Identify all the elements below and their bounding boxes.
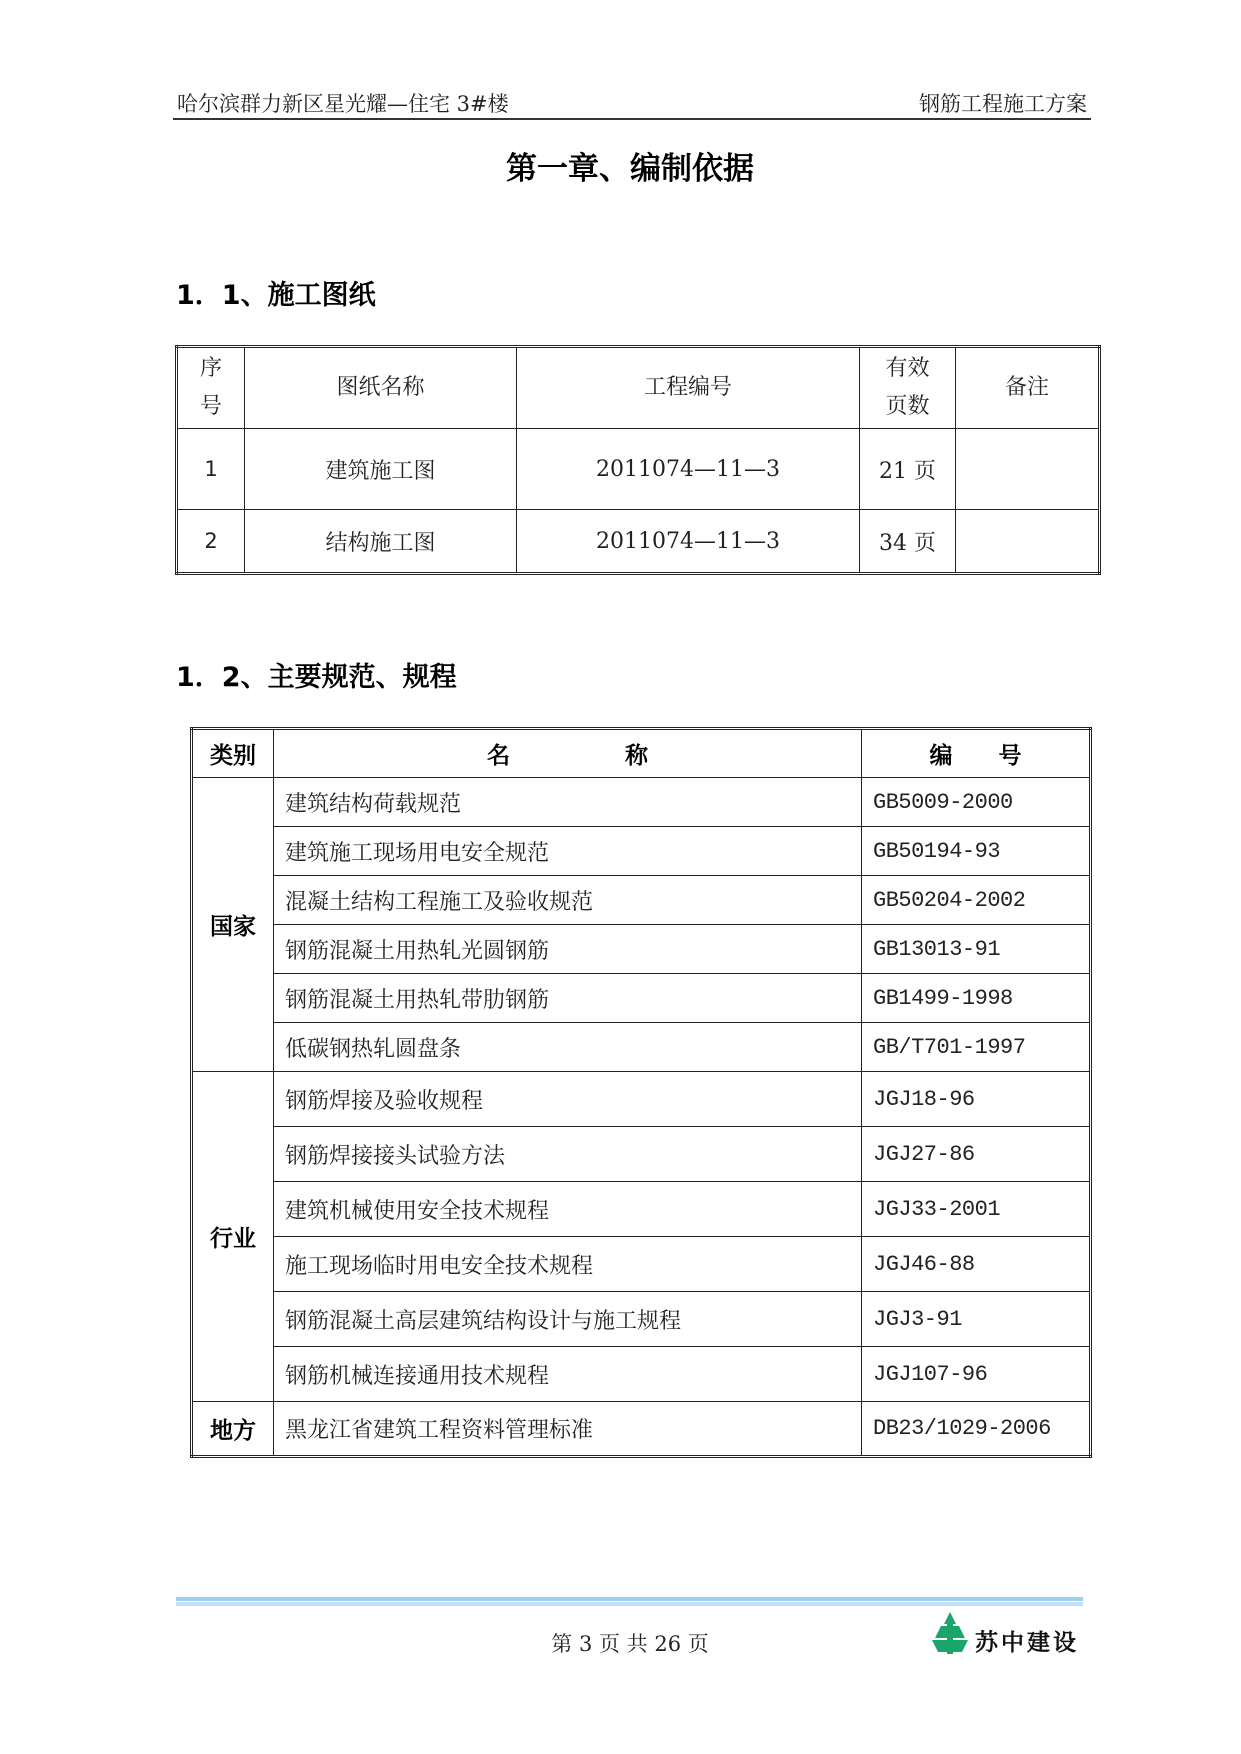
category-national: 国家 <box>192 778 274 1072</box>
remarks <box>956 429 1100 510</box>
category-local: 地方 <box>192 1402 274 1457</box>
table-row <box>192 1072 1091 1127</box>
standard-name: 黑龙江省建筑工程资料管理标准 <box>274 1402 862 1457</box>
standards-table <box>190 727 1092 1458</box>
standard-name: 钢筋混凝土用热轧带肋钢筋 <box>274 974 862 1023</box>
drawings-table <box>175 345 1101 575</box>
standard-code: JGJ107-96 <box>862 1347 1091 1402</box>
header-rule <box>173 118 1091 120</box>
table-row <box>192 1402 1091 1457</box>
table-row <box>192 876 1091 925</box>
remarks <box>956 510 1100 574</box>
table-row <box>192 974 1091 1023</box>
column-header-category: 类别 <box>192 729 274 778</box>
standard-code: GB1499-1998 <box>862 974 1091 1023</box>
table-row <box>192 1347 1091 1402</box>
logo-mark-icon <box>930 1610 970 1656</box>
column-header: 图纸名称 <box>245 347 517 429</box>
standard-code: GB50204-2002 <box>862 876 1091 925</box>
standard-name: 建筑机械使用安全技术规程 <box>274 1182 862 1237</box>
table-row <box>192 925 1091 974</box>
standard-name: 混凝土结构工程施工及验收规范 <box>274 876 862 925</box>
table-row <box>192 1237 1091 1292</box>
column-header: 备注 <box>956 347 1100 429</box>
footer-rule <box>176 1597 1083 1606</box>
header-document-title: 钢筋工程施工方案 <box>919 92 1087 116</box>
chapter-title: 第一章、编制依据 <box>506 151 754 187</box>
row-number: 1 <box>177 429 245 510</box>
standard-code: DB23/1029-2006 <box>862 1402 1091 1457</box>
table-header-row <box>177 347 1100 429</box>
table-row <box>192 1292 1091 1347</box>
standard-code: GB/T701-1997 <box>862 1023 1091 1072</box>
standard-name: 钢筋机械连接通用技术规程 <box>274 1347 862 1402</box>
column-header: 序号 <box>177 347 245 429</box>
table-row <box>177 429 1100 510</box>
table-row <box>192 1127 1091 1182</box>
standard-code: JGJ46-88 <box>862 1237 1091 1292</box>
column-header: 工程编号 <box>517 347 860 429</box>
standard-code: JGJ18-96 <box>862 1072 1091 1127</box>
table-row <box>177 510 1100 574</box>
table-row <box>192 1023 1091 1072</box>
valid-pages: 34 页 <box>860 510 956 574</box>
header-project-name: 哈尔滨群力新区星光耀—住宅 3#楼 <box>177 92 509 116</box>
standard-code: GB50194-93 <box>862 827 1091 876</box>
company-logo <box>930 1610 1080 1660</box>
drawing-name: 结构施工图 <box>245 510 517 574</box>
valid-pages: 21 页 <box>860 429 956 510</box>
standard-code: GB5009-2000 <box>862 778 1091 827</box>
logo-text: 苏中建设 <box>975 1629 1079 1656</box>
standard-name: 低碳钢热轧圆盘条 <box>274 1023 862 1072</box>
standard-name: 建筑结构荷载规范 <box>274 778 862 827</box>
drawing-name: 建筑施工图 <box>245 429 517 510</box>
row-number: 2 <box>177 510 245 574</box>
standard-name: 钢筋焊接接头试验方法 <box>274 1127 862 1182</box>
section-title-standards: 1．2、主要规范、规程 <box>176 662 457 693</box>
column-header-name: 名 称 <box>274 729 862 778</box>
table-row <box>192 827 1091 876</box>
project-code: 2011074—11—3 <box>517 429 860 510</box>
standard-name: 钢筋混凝土高层建筑结构设计与施工规程 <box>274 1292 862 1347</box>
section-title-drawings: 1．1、施工图纸 <box>176 280 376 311</box>
standard-name: 施工现场临时用电安全技术规程 <box>274 1237 862 1292</box>
standard-name: 钢筋焊接及验收规程 <box>274 1072 862 1127</box>
project-code: 2011074—11—3 <box>517 510 860 574</box>
table-row <box>192 1182 1091 1237</box>
standard-code: JGJ27-86 <box>862 1127 1091 1182</box>
column-header: 有效页数 <box>860 347 956 429</box>
category-industry: 行业 <box>192 1072 274 1402</box>
table-row <box>192 778 1091 827</box>
standard-code: GB13013-91 <box>862 925 1091 974</box>
standard-code: JGJ33-2001 <box>862 1182 1091 1237</box>
standard-code: JGJ3-91 <box>862 1292 1091 1347</box>
page-number: 第 3 页 共 26 页 <box>551 1632 709 1656</box>
standard-name: 建筑施工现场用电安全规范 <box>274 827 862 876</box>
column-header-code: 编 号 <box>862 729 1091 778</box>
table-header-row <box>192 729 1091 778</box>
standard-name: 钢筋混凝土用热轧光圆钢筋 <box>274 925 862 974</box>
